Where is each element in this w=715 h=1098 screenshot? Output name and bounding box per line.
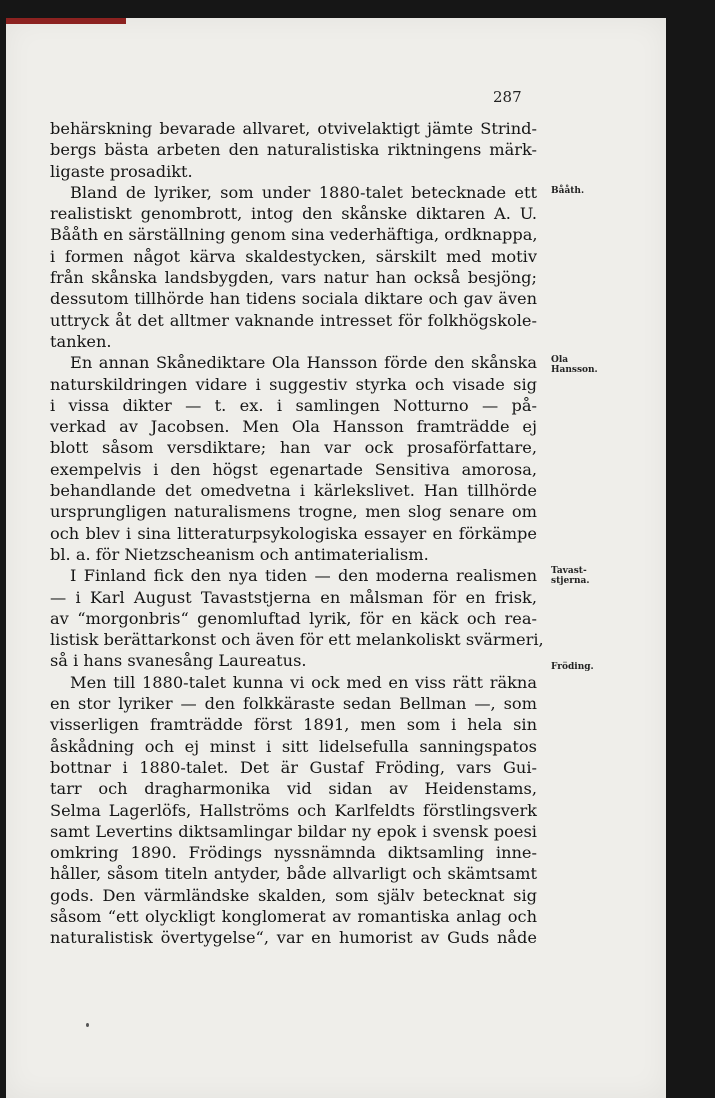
text-line: naturalistisk övertygelse“, var en humorist av Guds nåde bbox=[50, 928, 537, 948]
text-line: listisk berättarkonst och även för ett melankoliskt svärmeri, bbox=[50, 630, 544, 650]
text-line: Bååth en särställning genom sina vederhäftiga, ordknappa, bbox=[50, 225, 538, 245]
text-line: håller, såsom titeln antyder, både allvarligt och skämtsamt bbox=[50, 864, 537, 884]
text-line: En annan Skånediktare Ola Hansson förde den skånska bbox=[70, 353, 537, 373]
text-line: exempelvis i den högst egenartade Sensitiva amorosa, bbox=[50, 459, 537, 479]
text-line: och blev i sina litteraturpsykologiska essayer en förkämpe bbox=[50, 523, 537, 543]
text-line: bergs bästa arbeten den naturalistiska riktningens märk- bbox=[50, 140, 537, 160]
text-line: såsom “ett olyckligt konglomerat av romantiska anlag och bbox=[50, 906, 537, 926]
margin-note-froding: Fröding. bbox=[551, 662, 594, 672]
text-line: åskådning och ej minst i sitt lidelsefulla sanningspatos bbox=[50, 736, 537, 756]
text-line: Bland de lyriker, som under 1880-talet betecknade ett bbox=[70, 182, 537, 202]
text-line: visserligen framträdde först 1891, men som i hela sin bbox=[50, 715, 537, 735]
text-line: tanken. bbox=[50, 331, 112, 351]
text-line: så i hans svanesång Laureatus. bbox=[50, 651, 307, 671]
text-line: Men till 1880-talet kunna vi ock med en viss rätt räkna bbox=[70, 672, 537, 692]
text-line: behärskning bevarade allvaret, otvivelaktigt jämte Strind- bbox=[50, 119, 537, 138]
text-line: verkad av Jacobsen. Men Ola Hansson framträdde ej bbox=[50, 417, 537, 437]
body-text bbox=[50, 118, 544, 949]
text-line: ursprungligen naturalismens trogne, men slog senare om bbox=[50, 502, 537, 522]
paper-speck bbox=[86, 1023, 89, 1027]
text-line: omkring 1890. Frödings nyssnämnda diktsamling inne- bbox=[50, 843, 537, 863]
text-line: en stor lyriker — den folkkäraste sedan Bellman —, som bbox=[50, 694, 537, 714]
text-line: realistiskt genombrott, intog den skånske diktaren A. U. bbox=[50, 204, 537, 224]
text-line: Selma Lagerlöfs, Hallströms och Karlfeldts förstlingsverk bbox=[50, 800, 537, 820]
text-line: i formen något kärva skaldestycken, särskilt med motiv bbox=[50, 246, 537, 266]
text-line: bottnar i 1880-talet. Det är Gustaf Fröding, vars Gui- bbox=[50, 757, 537, 777]
text-line: bl. a. för Nietzscheanism och antimaterialism. bbox=[50, 544, 429, 564]
book-page bbox=[6, 18, 666, 1098]
text-line: tarr och dragharmonika vid sidan av Heidenstams, bbox=[50, 779, 537, 799]
text-line: behandlande det omedvetna i kärlekslivet. Han tillhörde bbox=[50, 481, 537, 501]
page-number: 287 bbox=[493, 88, 522, 106]
margin-note-ola-hansson: Ola Hansson. bbox=[551, 355, 598, 375]
text-line: I Finland fick den nya tiden — den moderna realismen bbox=[70, 566, 537, 586]
text-line: gods. Den värmländske skalden, som själv betecknat sig bbox=[50, 885, 537, 905]
text-line: — i Karl August Tavaststjerna en målsman för en frisk, bbox=[50, 587, 537, 607]
text-line: av “morgonbris“ genomluftad lyrik, för en käck och rea- bbox=[50, 608, 537, 628]
text-line: uttryck åt det alltmer vaknande intresset för folkhögskole- bbox=[50, 310, 537, 330]
text-line: ligaste prosadikt. bbox=[50, 161, 193, 181]
text-line: från skånska landsbygden, vars natur han också besjöng; bbox=[50, 268, 537, 288]
text-line: i vissa dikter — t. ex. i samlingen Notturno — på- bbox=[50, 395, 537, 415]
margin-note-tavaststjerna: Tavast-stjerna. bbox=[551, 566, 590, 586]
text-line: naturskildringen vidare i suggestiv styrka och visade sig bbox=[50, 374, 537, 394]
text-line: dessutom tillhörde han tidens sociala diktare och gav även bbox=[50, 289, 537, 309]
margin-note-baath: Bååth. bbox=[551, 186, 585, 196]
text-line: blott såsom versdiktare; han var ock prosaförfattare, bbox=[50, 438, 537, 458]
text-line: samt Levertins diktsamlingar bildar ny epok i svensk poesi bbox=[50, 821, 537, 841]
page-top-edge bbox=[6, 18, 126, 24]
